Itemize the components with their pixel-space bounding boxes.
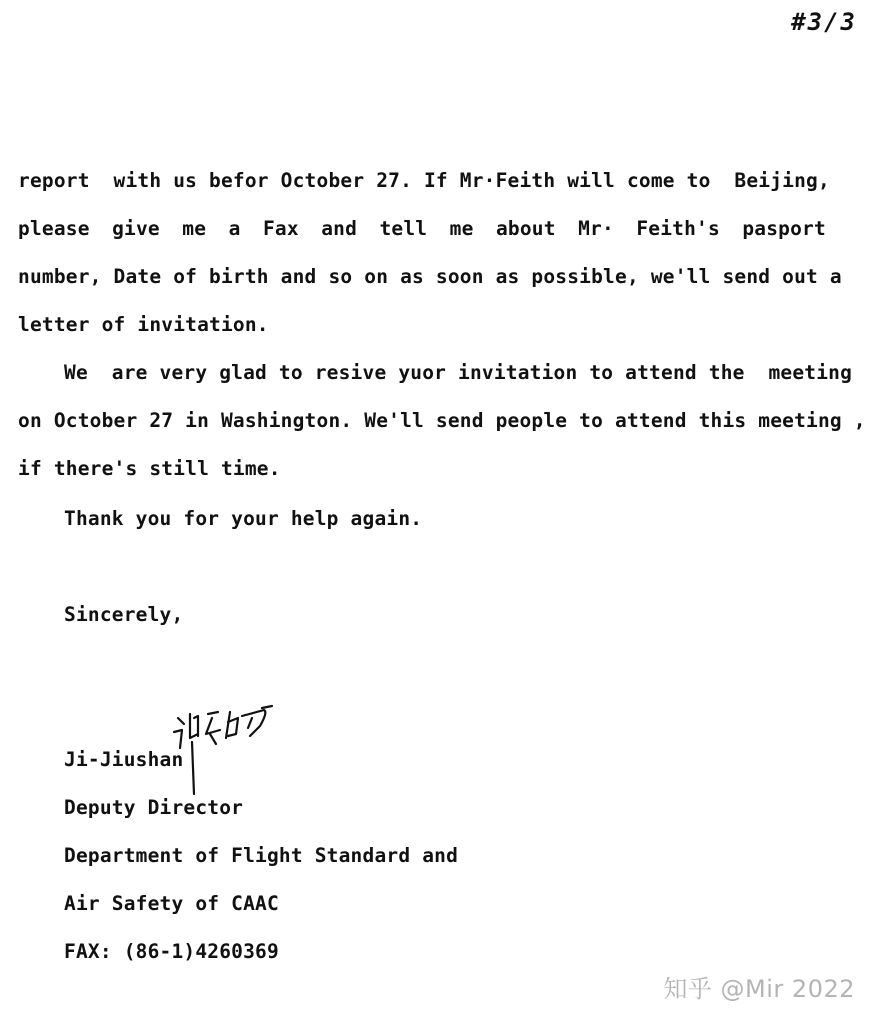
thanks-line: Thank you for your help again. <box>64 507 423 530</box>
word: please <box>18 217 90 240</box>
department-line-2: Air Safety of CAAC <box>64 892 279 915</box>
paragraph-1-line-1-text: report with us befor October 27. If Mr·Feith will come to Beijing, <box>18 169 830 192</box>
paragraph-2-line-3: if there's still time. <box>18 457 281 480</box>
paragraph-1-line-2 <box>18 217 826 241</box>
paragraph-1-line-3: number, Date of birth and so on as soon as possible, we'll send out a <box>18 265 842 288</box>
paragraph-1-line-1 <box>18 169 830 193</box>
watermark: 知乎 @Mir 2022 <box>663 975 855 1003</box>
word: pasport <box>742 217 826 240</box>
word: me <box>182 217 207 240</box>
signer-title: Deputy Director <box>64 796 244 819</box>
word: tell <box>379 217 428 240</box>
page-number: #3/3 <box>791 8 857 36</box>
fax-number: FAX: (86-1)4260369 <box>64 940 279 963</box>
word: me <box>449 217 474 240</box>
closing-line: Sincerely, <box>64 603 184 626</box>
word: about <box>495 217 556 240</box>
handwritten-signature-icon <box>168 704 286 800</box>
paragraph-2-line-2: on October 27 in Washington. We'll send people to attend this meeting , <box>18 409 866 432</box>
word: a <box>228 217 241 240</box>
paragraph-1-line-4: letter of invitation. <box>18 313 269 336</box>
department-line-1: Department of Flight Standard and <box>64 844 459 867</box>
word: Mr· <box>578 217 614 240</box>
word: Fax <box>262 217 299 240</box>
paragraph-2-line-1: We are very glad to resive yuor invitation to attend the meeting <box>64 361 853 384</box>
word: give <box>112 217 160 240</box>
signer-name: Ji-Jiushan <box>64 748 184 771</box>
word: Feith's <box>636 217 720 240</box>
word: and <box>321 217 358 240</box>
